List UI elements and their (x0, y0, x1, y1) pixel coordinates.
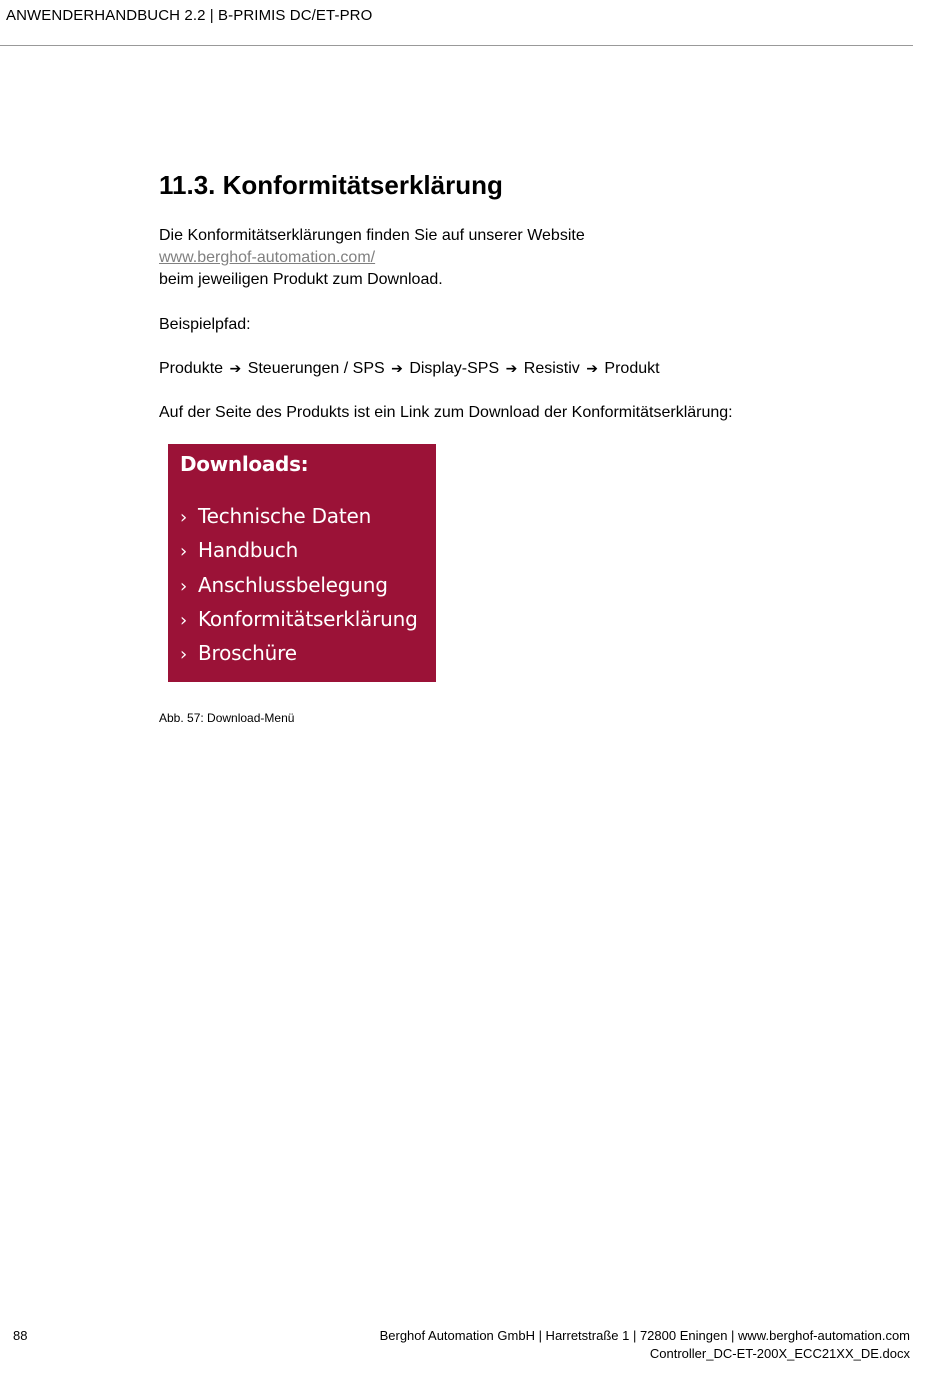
download-item-brochure[interactable]: › Broschüre (180, 641, 297, 665)
example-path-label: Beispielpfad: (159, 316, 251, 333)
chevron-right-icon: › (180, 610, 187, 631)
arrow-right-icon: ➔ (391, 360, 403, 376)
path-step: Steuerungen / SPS (247, 360, 385, 377)
section-heading: 11.3. Konformitätserklärung (159, 170, 503, 200)
download-item-manual[interactable]: › Handbuch (180, 538, 299, 562)
navigation-path (159, 357, 660, 380)
chevron-right-icon: › (180, 507, 187, 528)
website-link[interactable]: www.berghof-automation.com/ (159, 249, 376, 266)
arrow-right-icon: ➔ (505, 360, 518, 376)
footer-company: Berghof Automation GmbH | Harretstraße 1 | 72800 Eningen | www.berghof-automation.com (379, 1328, 910, 1343)
intro-text-continued: beim jeweiligen Produkt zum Download. (159, 271, 443, 288)
path-step: Produkt (604, 360, 660, 377)
download-item-pinout[interactable]: › Anschlussbelegung (180, 573, 388, 597)
chevron-right-icon: › (180, 576, 187, 597)
chevron-right-icon: › (180, 541, 187, 562)
header-divider (0, 45, 913, 46)
download-item-technical-data[interactable]: › Technische Daten (180, 504, 372, 528)
arrow-right-icon: ➔ (586, 360, 598, 376)
page-number: 88 (13, 1328, 28, 1343)
download-menu-figure (168, 444, 436, 682)
download-item-declaration[interactable]: › Konformitätserklärung (180, 607, 418, 631)
footer-filename: Controller_DC-ET-200X_ECC21XX_DE.docx (649, 1346, 910, 1361)
chevron-right-icon: › (180, 644, 187, 665)
path-step: Display-SPS (409, 360, 500, 377)
figure-caption: Abb. 57: Download-Menü (159, 711, 295, 725)
intro-text: Die Konformitätserklärungen finden Sie auf unserer Website (159, 227, 585, 244)
download-menu-title: Downloads: (180, 452, 309, 476)
running-header: ANWENDERHANDBUCH 2.2 | B-PRIMIS DC/ET-PRO (6, 7, 373, 24)
arrow-right-icon: ➔ (229, 360, 242, 376)
path-step: Produkte (159, 360, 224, 377)
download-hint: Auf der Seite des Produkts ist ein Link zum Download der Konformitätserklärung: (159, 404, 733, 421)
path-step: Resistiv (523, 360, 580, 377)
